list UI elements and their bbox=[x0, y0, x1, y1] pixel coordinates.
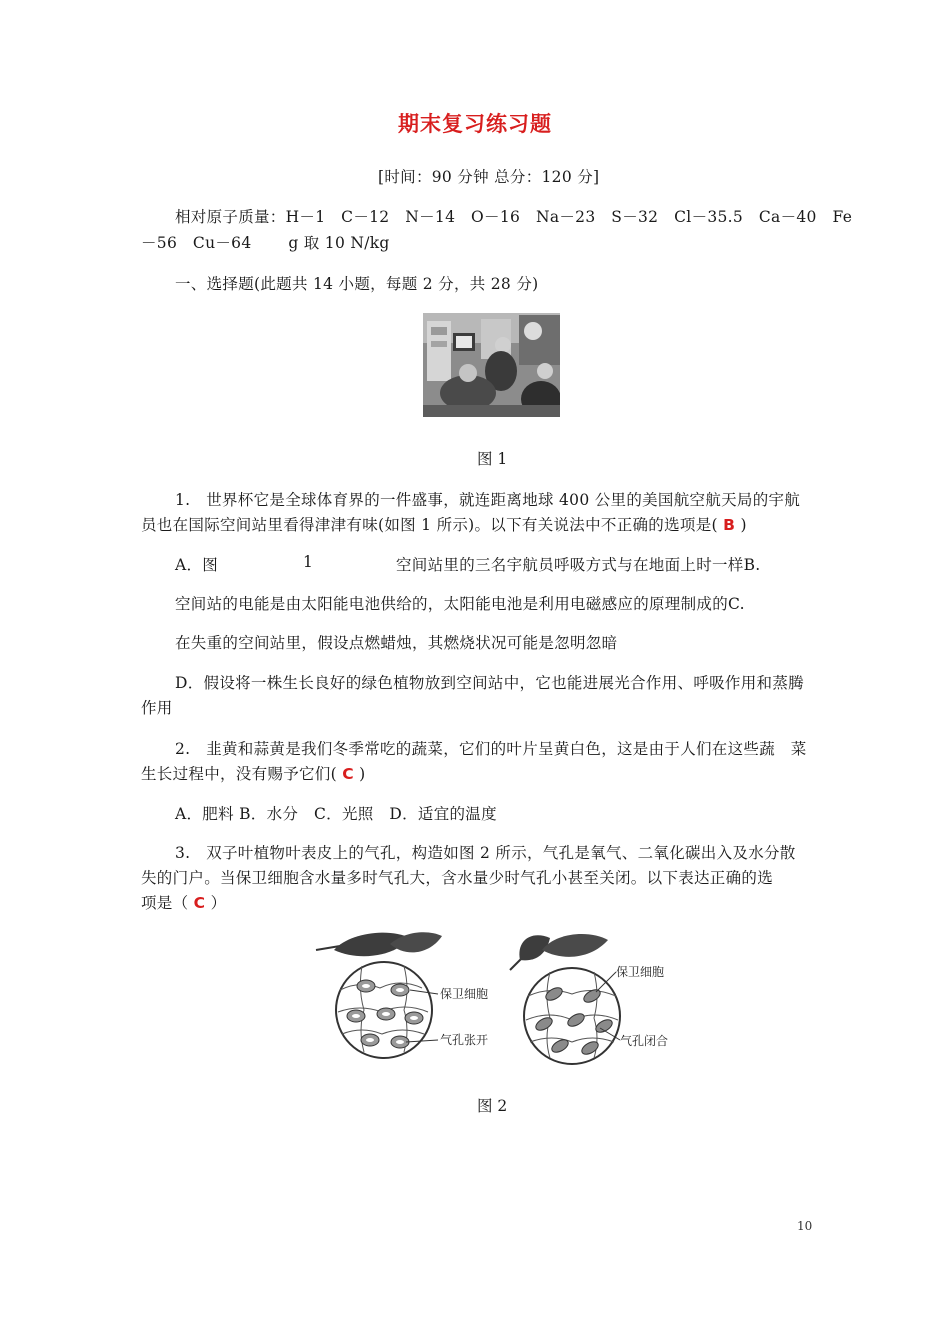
label-guard-cell-right: 保卫细胞 bbox=[616, 965, 665, 979]
q2-paren-close: ) bbox=[359, 765, 366, 783]
q3-paren-close: ） bbox=[210, 894, 227, 912]
stomata-diagram bbox=[310, 930, 690, 1070]
q3-line-3 bbox=[141, 891, 226, 913]
q1-paren-close: ) bbox=[740, 516, 747, 534]
q2-answer: C bbox=[342, 765, 354, 783]
stoma-open-illustration bbox=[336, 962, 438, 1058]
figure-2-caption: 图 2 bbox=[477, 1097, 508, 1115]
page-number: 10 bbox=[797, 1219, 813, 1233]
stoma-closed-illustration bbox=[524, 968, 620, 1064]
q1-option-a-prefix: A．图 bbox=[175, 556, 219, 574]
label-stoma-closed: 气孔闭合 bbox=[620, 1034, 669, 1048]
q3-stem-end: 项是（ bbox=[141, 894, 189, 912]
label-guard-cell-left: 保卫细胞 bbox=[440, 987, 489, 1001]
q1-option-d-line-2: 作用 bbox=[141, 699, 173, 717]
figure-1-caption: 图 1 bbox=[477, 450, 508, 468]
q1-answer: B bbox=[723, 516, 736, 534]
q1-option-a-text: 空间站里的三名宇航员呼吸方式与在地面上时一样B. bbox=[396, 556, 761, 574]
q2-line-1: 2. 韭黄和蒜黄是我们冬季常吃的蔬菜，它们的叶片呈黄白色，这是由于人们在这些蔬 菜 bbox=[175, 740, 807, 758]
leaf-right-illustration bbox=[510, 934, 608, 970]
q3-line-1: 3. 双子叶植物叶表皮上的气孔，构造如图 2 所示，气孔是氧气、二氧化碳出入及水分散 bbox=[175, 844, 796, 862]
astronaut-photo bbox=[423, 313, 560, 417]
q1-line-2 bbox=[141, 513, 747, 535]
atomic-mass-line-2: －56 Cu－64 g 取 10 N/kg bbox=[141, 234, 390, 252]
label-stoma-open: 气孔张开 bbox=[440, 1033, 489, 1047]
atomic-mass-line-1: 相对原子质量：H－1 C－12 N－14 O－16 Na－23 S－32 Cl－35.5 Ca－40 Fe bbox=[175, 208, 853, 226]
q1-option-c-text: 在失重的空间站里，假设点燃蜡烛，其燃烧状况可能是忽明忽暗 bbox=[175, 634, 618, 652]
q1-option-a-figure-number: 1 bbox=[303, 553, 314, 571]
q1-option-b-text: 空间站的电能是由太阳能电池供给的，太阳能电池是利用电磁感应的原理制成的C. bbox=[175, 595, 745, 613]
q1-stem-end: 员也在国际空间站里看得津津有味(如图 1 所示)。以下有关说法中不正确的选项是( bbox=[141, 516, 718, 534]
section-heading: 一、选择题(此题共 14 小题，每题 2 分，共 28 分) bbox=[175, 275, 539, 293]
q2-options: A．肥料 B．水分 C．光照 D．适宜的温度 bbox=[175, 805, 497, 823]
q2-line-2 bbox=[141, 762, 365, 784]
q1-line-1: 1. 世界杯它是全球体育界的一件盛事，就连距离地球 400 公里的美国航空航天局的宇航 bbox=[175, 491, 801, 509]
page-title: 期末复习练习题 bbox=[398, 112, 552, 136]
leaf-left-illustration bbox=[316, 932, 442, 956]
q3-answer: C bbox=[193, 894, 206, 912]
q3-line-2: 失的门户。当保卫细胞含水量多时气孔大，含水量少时气孔小甚至关闭。以下表达正确的选 bbox=[141, 869, 774, 887]
q1-option-d-line-1: D．假设将一株生长良好的绿色植物放到空间站中，它也能进展光合作用、呼吸作用和蒸腾 bbox=[175, 674, 804, 692]
exam-info: [时间：90 分钟 总分：120 分] bbox=[378, 168, 600, 186]
q2-stem-end: 生长过程中，没有赐予它们( bbox=[141, 765, 337, 783]
